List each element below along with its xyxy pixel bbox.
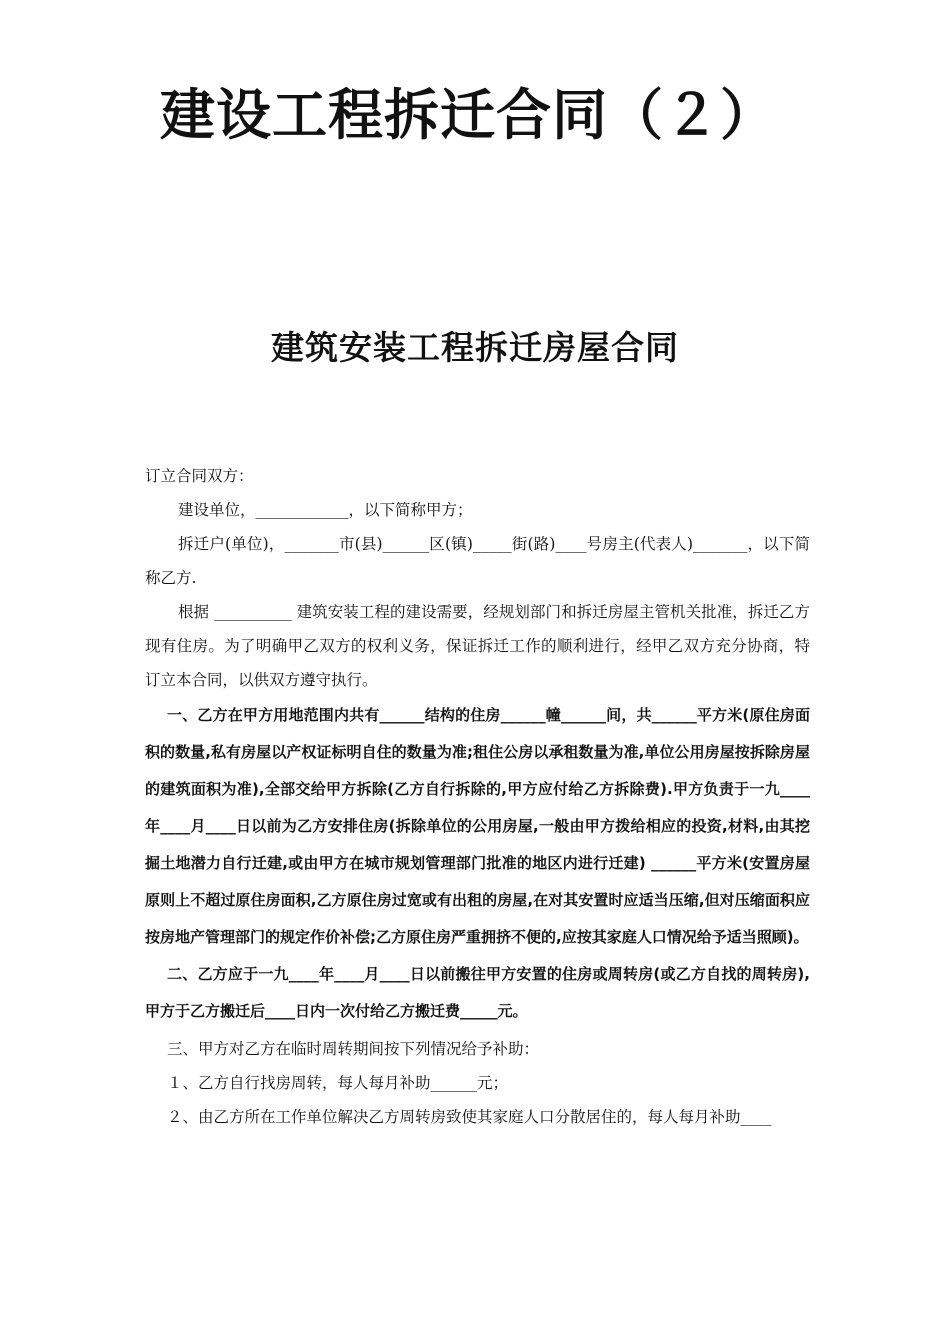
preamble-paragraph: 根据 __________ 建筑安装工程的建设需要，经规划部门和拆迁房屋主管机关批准，拆迁乙方现有住房。为了明确甲乙双方的权利义务，保证拆迁工作的顺利进行，经甲乙双方充分协商，特订立本合同，以供双方遵守执行。 bbox=[145, 603, 810, 689]
clause-1: 一、乙方在甲方用地范围内共有______结构的住房______幢______间，共______平方米(原住房面积的数量,私有房屋以产权证标明自住的数量为准;租住公房以承租数量为准,单位公用房屋按拆除房屋的建筑面积为准),全部交给甲方拆除(乙方自行拆除的,甲方应付给乙方拆除费).甲方负责于一九____年____月____日以前为乙方安排住房(拆除单位的公用房屋,一般由甲方拨给相应的投资,材料,由其挖掘土地潜力自行迁建,或由甲方在城市规划管理部门批准的地区内进行迁建) ______平方米(安置房屋原则上不超过原住房面积,乙方原住房过宽或有出租的房屋,在对其安置时应适当压缩,但对压缩面积应按房地产管理部门的规定作价补偿;乙方原住房严重拥挤不便的,应按其家庭人口情况给予适当照顾)。 bbox=[145, 706, 810, 946]
contract-title: 建筑安装工程拆迁房屋合同 bbox=[271, 328, 679, 367]
clause-3-item-2: ２、由乙方所在工作单位解决乙方周转房致使其家庭人口分散居住的，每人每月补助____ bbox=[167, 1108, 772, 1126]
clause-3-item-1: １、乙方自行找房周转，每人每月补助______元； bbox=[167, 1074, 509, 1092]
clause-2: 二、乙方应于一九____年____月____日以前搬往甲方安置的住房或周转房(或乙方自找的周转房),甲方于乙方搬迁后____日内一次付给乙方搬迁费_____元。 bbox=[145, 965, 810, 1020]
document-body bbox=[145, 459, 810, 1134]
document-title: 建设工程拆迁合同（２） bbox=[160, 82, 777, 147]
party-b-line: 拆迁户(单位)，_______市(县)______区(镇)_____街(路)____号房主(代表人)_______，以下简称乙方. bbox=[145, 535, 810, 587]
clause-3: 三、甲方对乙方在临时周转期间按下列情况给予补助： bbox=[167, 1040, 540, 1058]
parties-heading: 订立合同双方： bbox=[145, 467, 254, 485]
party-a-line: 建设单位，____________，以下简称甲方； bbox=[178, 501, 473, 519]
